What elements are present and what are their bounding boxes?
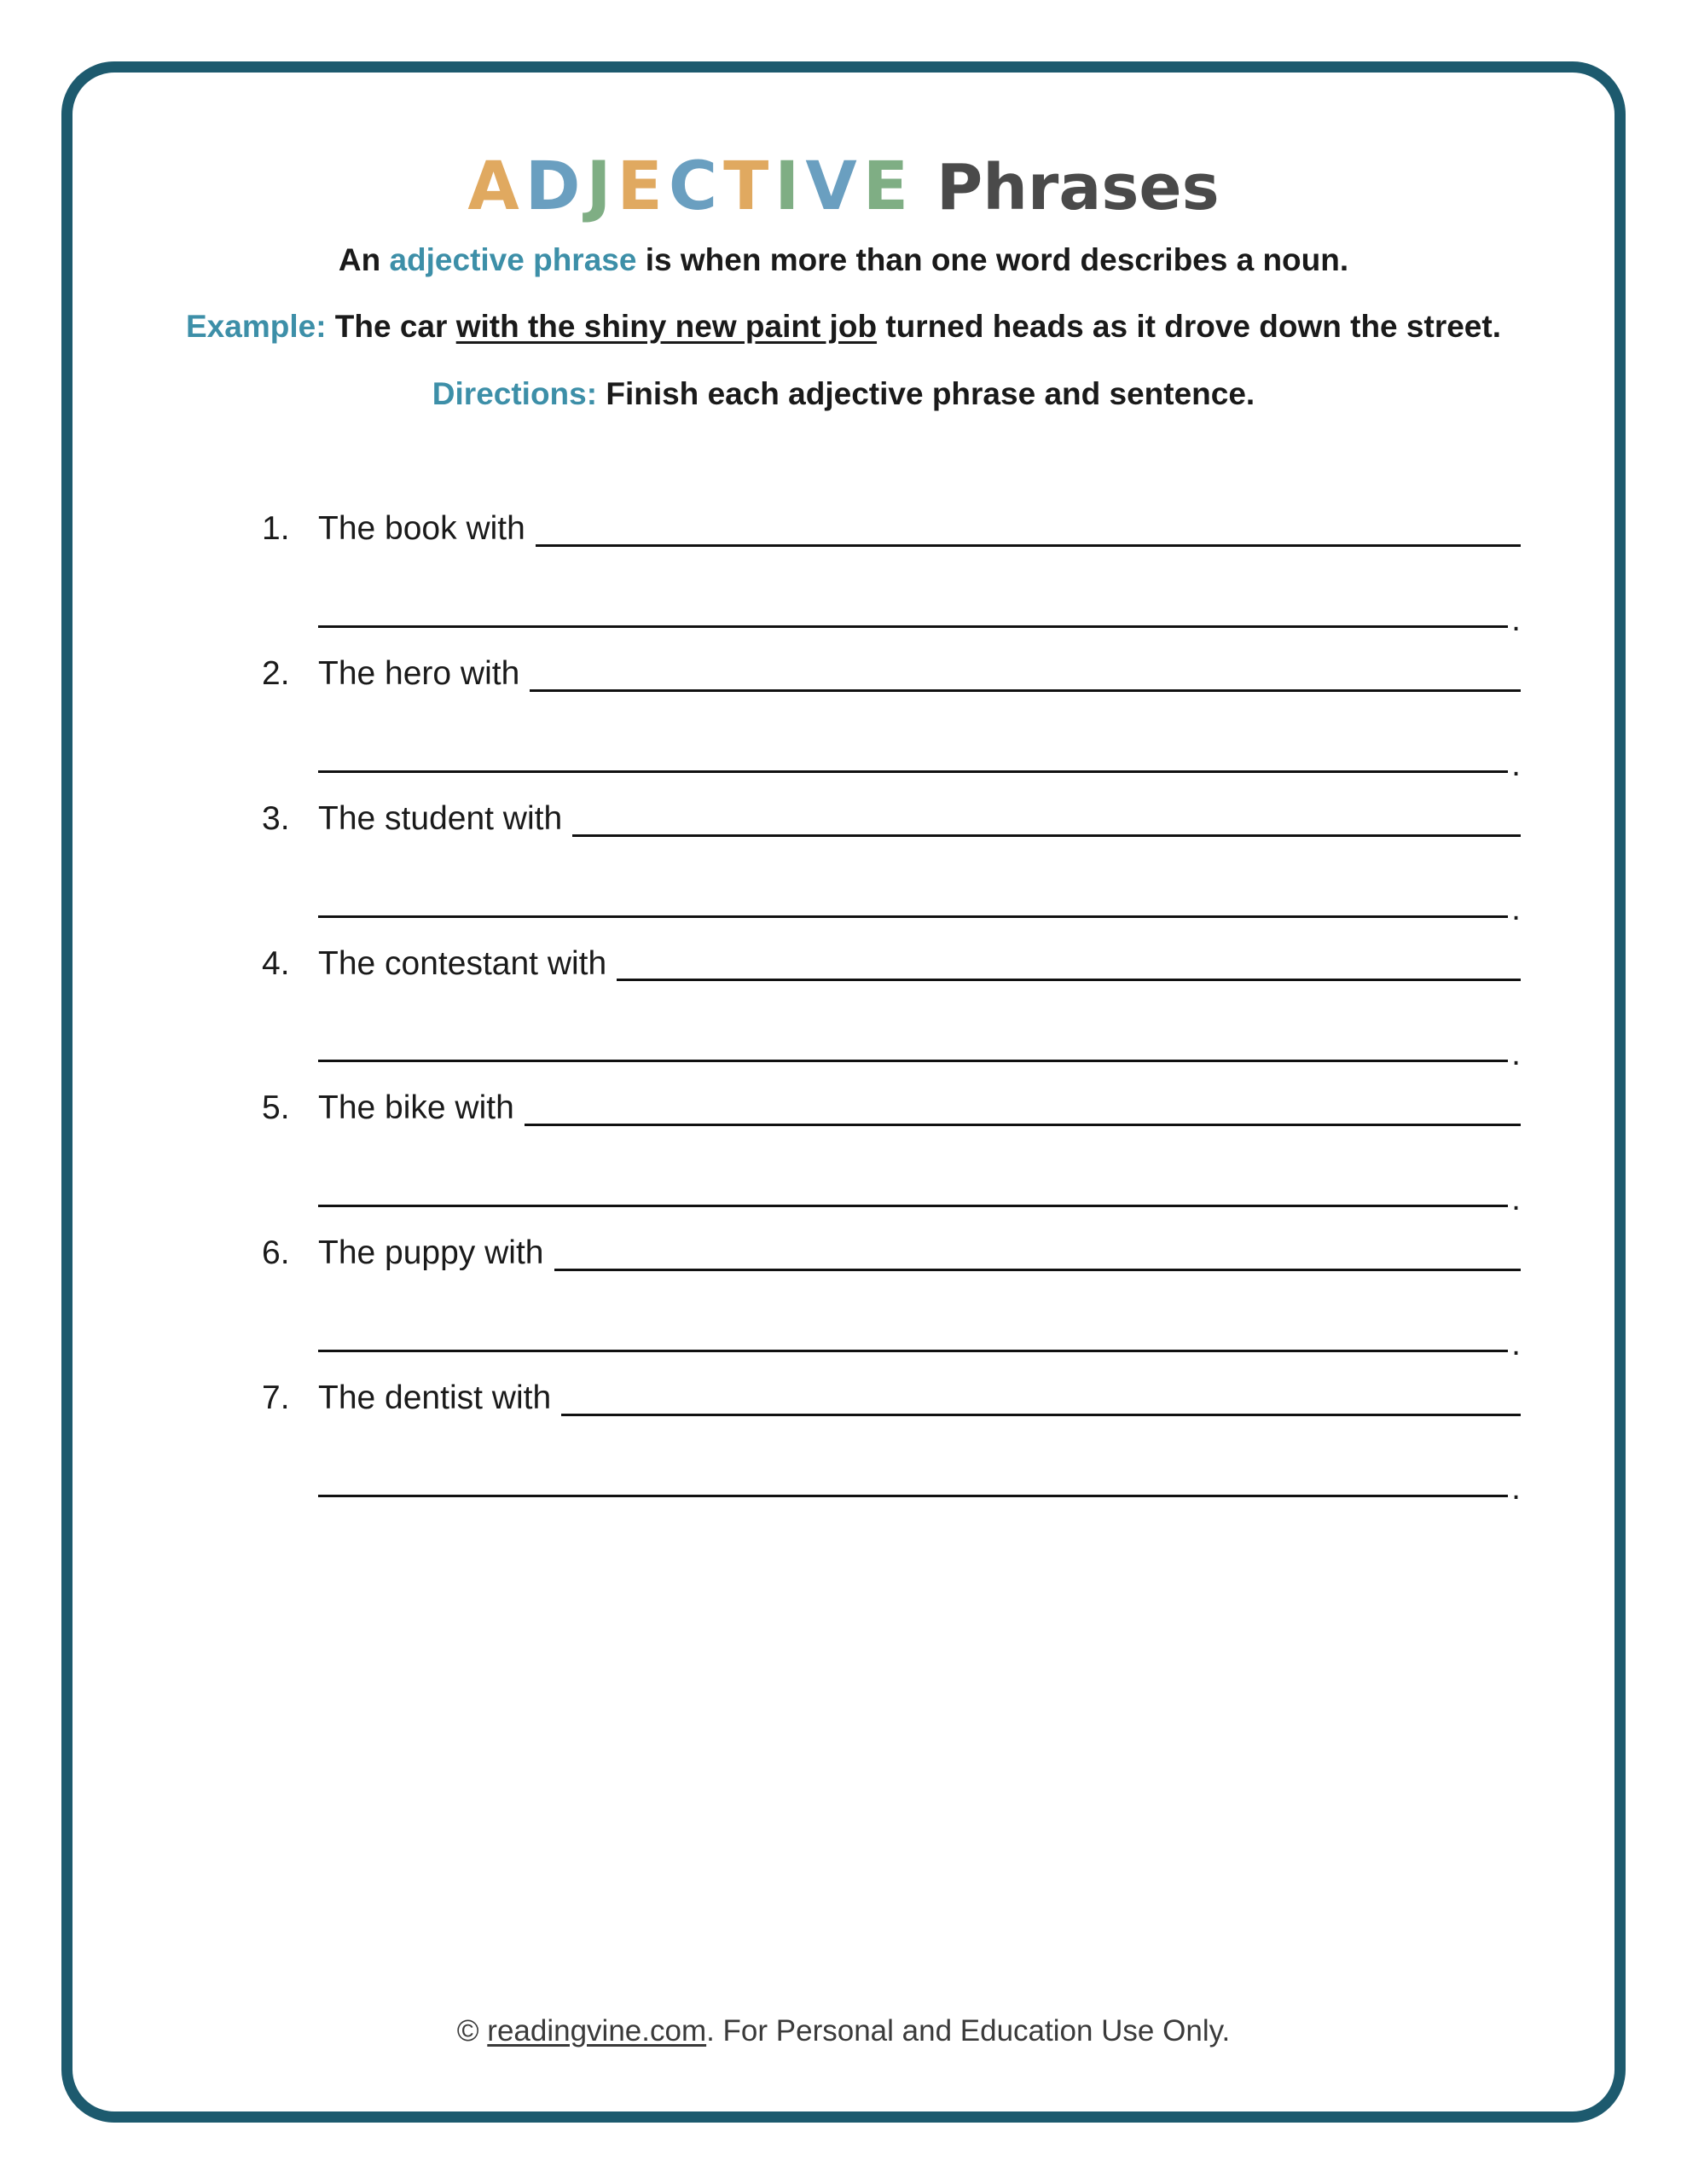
answer-blank-line[interactable] (318, 1324, 1508, 1352)
example-after: turned heads as it drove down the street. (877, 309, 1501, 345)
question-prompt: The student with (318, 799, 563, 837)
question-prompt: The bike with (318, 1089, 514, 1127)
question-prompt: The book with (318, 510, 525, 548)
title-letter-2: J (586, 148, 617, 225)
question-prompt: The hero with (318, 655, 520, 693)
question-item (262, 1378, 1521, 1507)
question-number: 4. (262, 944, 290, 982)
title-letter-8: E (862, 148, 914, 225)
question-period: . (1511, 1470, 1521, 1507)
title-letter-0: A (467, 148, 525, 225)
question-item (262, 653, 1521, 783)
question-line-1 (262, 653, 1521, 695)
question-prompt: The contestant with (318, 944, 607, 982)
question-number: 3. (262, 799, 290, 837)
question-period: . (1511, 891, 1521, 928)
question-line-2 (262, 600, 1521, 638)
directions-text: Finish each adjective phrase and sentence. (597, 375, 1255, 411)
answer-blank-line[interactable] (572, 809, 1521, 837)
question-line-2 (262, 1324, 1521, 1362)
footer-credit (72, 2014, 1615, 2048)
question-period: . (1511, 601, 1521, 638)
question-line-1 (262, 944, 1521, 985)
title-letter-1: D (525, 148, 587, 225)
question-period: . (1511, 1180, 1521, 1217)
question-line-2 (262, 1469, 1521, 1507)
answer-blank-line[interactable] (318, 890, 1508, 918)
definition-before: An (338, 241, 390, 277)
answer-blank-line[interactable] (318, 745, 1508, 773)
answer-blank-line[interactable] (554, 1243, 1522, 1271)
answer-blank-line[interactable] (561, 1388, 1521, 1416)
question-item (262, 1233, 1521, 1362)
questions-list (141, 508, 1546, 1507)
footer-rest: . For Personal and Education Use Only. (706, 2014, 1231, 2048)
answer-blank-line[interactable] (617, 953, 1521, 981)
question-prompt: The dentist with (318, 1379, 552, 1416)
answer-blank-line[interactable] (318, 1179, 1508, 1207)
question-item (262, 508, 1521, 638)
question-line-1 (262, 799, 1521, 840)
intro-block (141, 238, 1546, 417)
question-period: . (1511, 1325, 1521, 1362)
question-item (262, 799, 1521, 928)
title-letter-3: E (617, 148, 669, 225)
title-letter-6: I (774, 148, 806, 225)
answer-blank-line[interactable] (530, 664, 1521, 692)
answer-blank-line[interactable] (318, 1469, 1508, 1497)
example-line (141, 305, 1546, 350)
question-line-2 (262, 745, 1521, 783)
copyright-symbol: © (456, 2014, 488, 2048)
answer-blank-line[interactable] (525, 1098, 1521, 1126)
question-number: 2. (262, 655, 290, 693)
question-period: . (1511, 1036, 1521, 1073)
question-number: 5. (262, 1089, 290, 1127)
example-before: The car (326, 309, 456, 345)
worksheet-frame (61, 61, 1626, 2123)
question-line-2 (262, 890, 1521, 928)
question-prompt: The puppy with (318, 1234, 544, 1272)
directions-line (141, 372, 1546, 417)
answer-blank-line[interactable] (318, 1034, 1508, 1062)
page-title (141, 148, 1546, 225)
example-underlined-phrase: with the shiny new paint job (455, 309, 878, 345)
directions-label: Directions: (432, 375, 598, 411)
title-letter-4: C (668, 148, 724, 225)
question-line-1 (262, 1378, 1521, 1420)
question-period: . (1511, 746, 1521, 783)
question-line-1 (262, 508, 1521, 550)
question-number: 7. (262, 1379, 290, 1416)
site-link[interactable]: readingvine.com (487, 2014, 707, 2048)
question-line-2 (262, 1034, 1521, 1073)
answer-blank-line[interactable] (318, 600, 1508, 628)
title-letter-7: V (805, 148, 863, 225)
answer-blank-line[interactable] (536, 519, 1521, 547)
title-word-phrases: Phrases (936, 151, 1220, 224)
example-label: Example: (186, 309, 327, 345)
title-letter-5: T (723, 148, 775, 225)
question-line-1 (262, 1233, 1521, 1275)
question-line-2 (262, 1179, 1521, 1217)
question-item (262, 1088, 1521, 1217)
definition-line (141, 238, 1546, 283)
definition-after: is when more than one word describes a noun. (636, 241, 1349, 277)
question-number: 6. (262, 1234, 290, 1272)
definition-accent: adjective phrase (389, 241, 637, 277)
question-item (262, 944, 1521, 1073)
question-number: 1. (262, 510, 290, 548)
title-word-adjective (467, 148, 914, 225)
question-line-1 (262, 1088, 1521, 1130)
